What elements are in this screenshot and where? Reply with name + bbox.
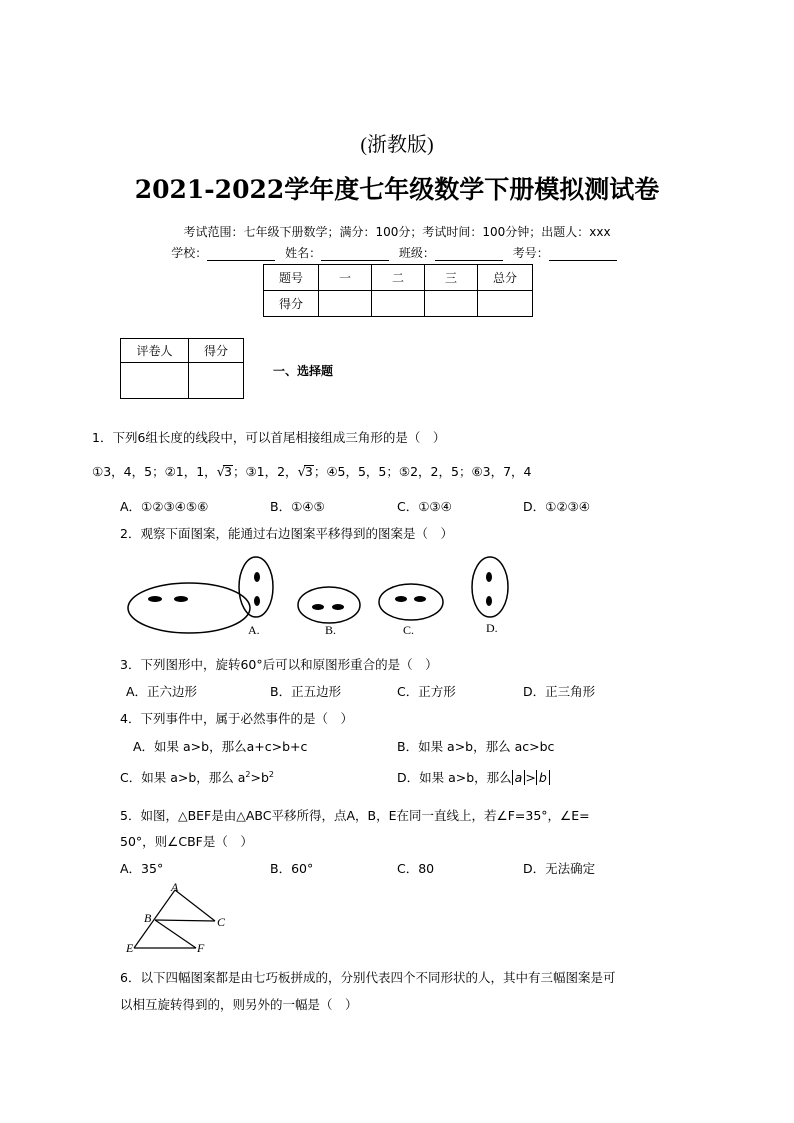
q2-label-b[interactable]: B. [325, 623, 337, 637]
section-title: 一、选择题 [273, 364, 334, 378]
q4-d-gt: > [525, 770, 536, 785]
q1-options-list: ①3，4，5；②1，1，√3；③1，2，√3；④5，5，5；⑤2，2，5；⑥3，7，4 [92, 464, 532, 480]
q2-figure [120, 556, 520, 640]
q4-option-c[interactable] [120, 768, 274, 786]
school-blank [207, 248, 275, 261]
q2-original-shape [128, 583, 250, 633]
q5-option-b[interactable]: B．60° [270, 861, 314, 876]
q4-option-b[interactable]: B．如果 a>b，那么 ac>bc [397, 739, 555, 754]
q1-sqrt-value: 3 [223, 464, 232, 479]
name-label: 姓名： [285, 246, 322, 260]
q1-list-part: ；④5，5，5；⑤2，2，5；⑥3，7，4 [313, 464, 532, 479]
exam-info: 考试范围：七年级下册数学；满分：100分；考试时间：100分钟；出题人：xxx [183, 225, 611, 239]
score-cell[interactable] [372, 291, 425, 317]
q4-d-text: D．如果 a>b，那么 [397, 770, 512, 785]
q1-list-part: ；③1，2， [232, 464, 298, 479]
q2-label-c[interactable]: C. [403, 623, 415, 637]
q5-label-f: F [197, 941, 205, 955]
score-header-cell: 三 [425, 265, 478, 291]
q2-stem: 2．观察下面图案，能通过右边图案平移得到的图案是（ ） [120, 526, 453, 541]
q2-option-d-shape [472, 557, 508, 617]
number-label: 考号： [512, 246, 549, 260]
q2-label-d[interactable]: D. [486, 621, 498, 635]
school-label: 学校： [171, 246, 208, 260]
q5-option-d[interactable]: D．无法确定 [523, 861, 596, 876]
q1-option-c[interactable]: C．①③④ [397, 499, 452, 514]
edition-label: (浙教版) [360, 134, 434, 156]
q4-option-a[interactable]: A．如果 a>b，那么a+c>b+c [133, 739, 308, 754]
grader-header: 评卷人 [121, 339, 189, 363]
score-header-cell: 二 [372, 265, 425, 291]
q4-d-abs-b: b [536, 770, 550, 785]
q3-option-d[interactable]: D．正三角形 [523, 684, 596, 699]
number-blank [549, 248, 617, 261]
class-blank [435, 248, 503, 261]
q4-c-text: >b [250, 770, 269, 785]
q5-option-c[interactable]: C．80 [397, 861, 435, 876]
q6-line1: 6．以下四幅图案都是由七巧板拼成的，分别代表四个不同形状的人，其中有三幅图案是可 [120, 970, 616, 985]
q3-option-a[interactable]: A．正六边形 [126, 684, 198, 699]
score-cell[interactable] [478, 291, 533, 317]
q4-option-d[interactable] [397, 768, 550, 786]
q5-label-c: C [217, 915, 226, 929]
q2-label-a[interactable]: A. [248, 623, 260, 637]
q1-list-part: ①3，4，5；②1，1， [92, 464, 217, 479]
score-cell[interactable] [425, 291, 478, 317]
score-header-cell: 题号 [264, 265, 319, 291]
q2-option-a-shape [239, 557, 273, 617]
q5-stem-line2: 50°，则∠CBF是（ ） [120, 834, 253, 849]
q3-option-b[interactable]: B．正五边形 [270, 684, 342, 699]
q1-stem: 1．下列6组长度的线段中，可以首尾相接组成三角形的是（ ） [92, 430, 446, 445]
q5-label-e: E [126, 941, 134, 955]
q4-c-exp: 2 [245, 769, 251, 779]
grader-cell[interactable] [121, 363, 189, 399]
class-label: 班级： [398, 246, 435, 260]
score-header-cell: 总分 [478, 265, 533, 291]
name-blank [321, 248, 389, 261]
q4-d-abs-a: a [512, 770, 526, 785]
grader-score-cell[interactable] [189, 363, 244, 399]
q3-option-c[interactable]: C．正方形 [397, 684, 456, 699]
score-table [263, 264, 533, 317]
q3-stem: 3．下列图形中，旋转60°后可以和原图形重合的是（ ） [120, 657, 438, 672]
q5-option-a[interactable]: A．35° [120, 861, 164, 876]
q1-option-d[interactable]: D．①②③④ [523, 499, 590, 514]
grader-table [120, 338, 244, 399]
q4-c-exp: 2 [268, 769, 275, 779]
q4-c-text: C．如果 a>b，那么 a [120, 770, 246, 785]
q2-option-b-shape [298, 587, 360, 623]
q2-option-c-shape [379, 584, 443, 620]
score-row-label: 得分 [264, 291, 319, 317]
score-cell[interactable] [319, 291, 372, 317]
grader-score-header: 得分 [189, 339, 244, 363]
q4-stem: 4．下列事件中，属于必然事件的是（ ） [120, 711, 353, 726]
q5-label-b: B [144, 911, 152, 925]
q5-label-a: A [171, 880, 179, 894]
exam-title: 2021-2022学年度七年级数学下册模拟测试卷 [134, 175, 660, 204]
q1-option-b[interactable]: B．①④⑤ [270, 499, 325, 514]
score-header-cell: 一 [319, 265, 372, 291]
q5-stem-line1: 5．如图，△BEF是由△ABC平移所得，点A，B，E在同一直线上，若∠F=35°，∠E= [120, 808, 590, 823]
q6-line2: 以相互旋转得到的，则另外的一幅是（ ） [120, 997, 358, 1012]
student-info-line [0, 244, 794, 261]
q1-option-a[interactable]: A．①②③④⑤⑥ [120, 499, 209, 514]
q1-sqrt-value: 3 [304, 464, 313, 479]
